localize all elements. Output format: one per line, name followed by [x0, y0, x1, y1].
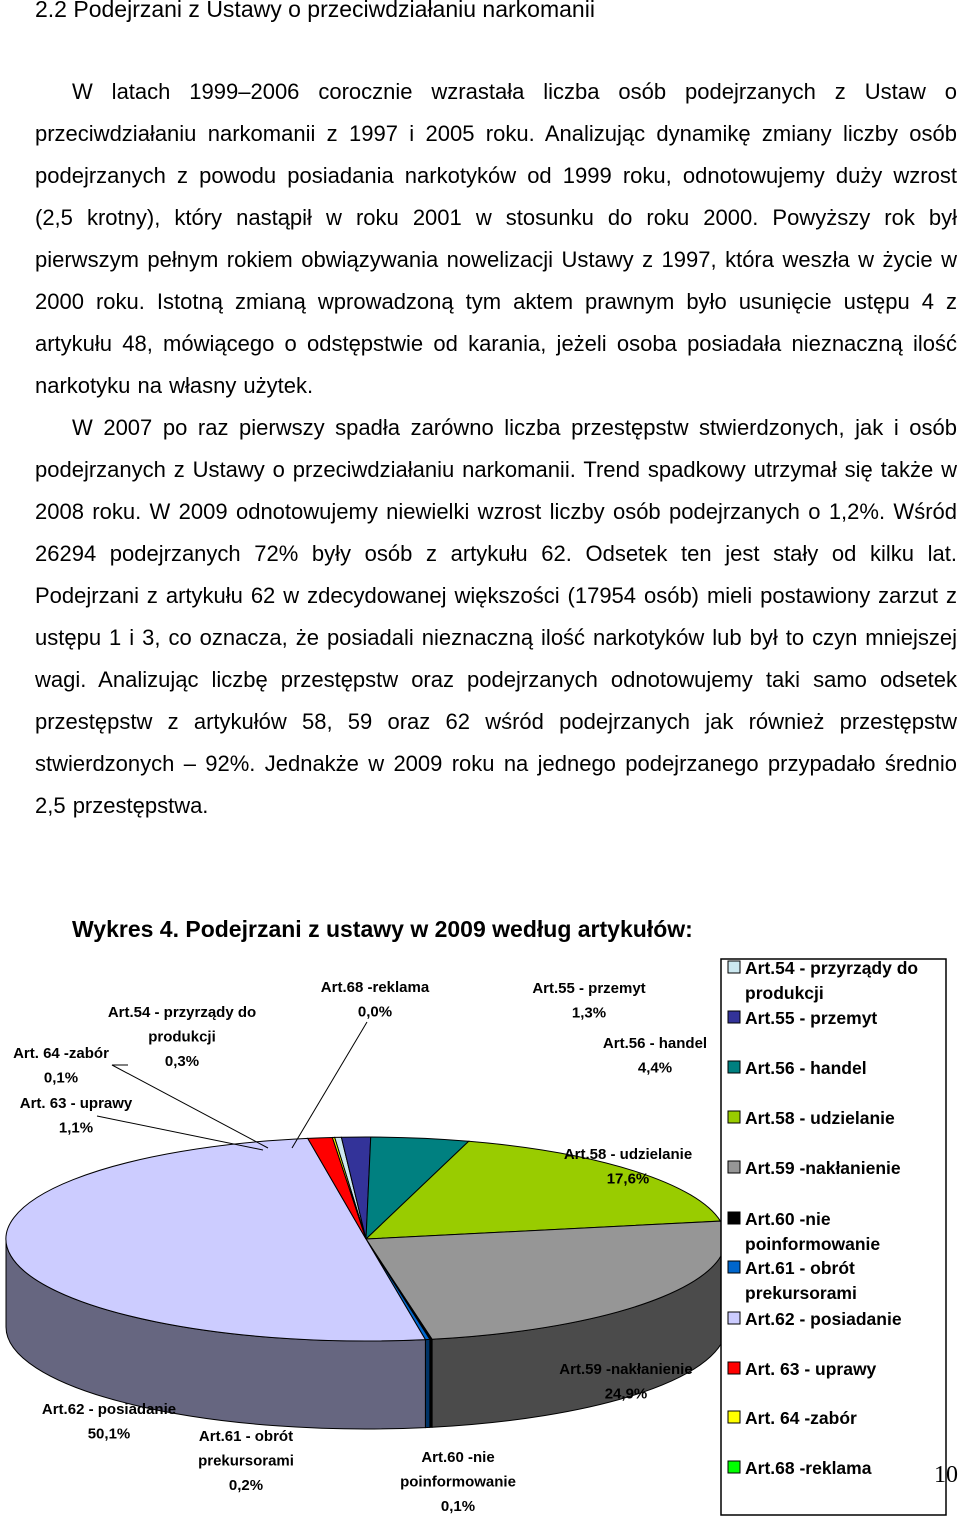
section-heading: 2.2 Podejrzani z Ustawy o przeciwdziałaniu narkomanii	[35, 0, 595, 22]
data-label-art-64-zabor: Art. 64 -zabór 0,1%	[13, 1045, 109, 1087]
paragraph-1: W latach 1999–2006 corocznie wzrastała liczba osób podejrzanych z Ustaw o przeciwdziałaniu narkomanii z 1997 i 2005 roku. Analizując dynamikę zmiany liczby osób podejrzanych z powodu posiadania narkotyków od 1999 roku, odnotowujemy duży wzrost (2,5 krotny), który nastąpił w roku 2001 w stosunku do roku 2000. Powyższy rok był pierwszym pełnym rokiem obwiązywania nowelizacji Ustawy z 1997, która weszła w życie w 2000 roku. Istotną zmianą wprowadzoną tym aktem prawnym było usunięcie ustępu 4 z artykułu 48, mówiącego o odstępstwie od karania, jeżeli osoba posiadała nieznaczną ilość narkotyku na własny użytek.	[35, 79, 957, 398]
page-number: 10	[934, 1462, 958, 1488]
legend-swatch-art-60-nie-poinformowanie	[728, 1212, 740, 1224]
legend-swatch-art-55-przemyt	[728, 1011, 740, 1023]
legend-item-art-62-posiadanie: Art.62 - posiadanie	[745, 1309, 902, 1329]
legend-swatch-art-59-naklanienie	[728, 1161, 740, 1173]
legend-item-art-68-reklama: Art.68 -reklama	[745, 1458, 872, 1478]
data-label-art-54-przyrzady-do-produkcji: Art.54 - przyrządy do produkcji 0,3%	[107, 1004, 257, 1070]
legend-item-art-64-zabor: Art. 64 -zabór	[745, 1408, 857, 1428]
data-label-art-61-obrot-prekursorami: Art.61 - obrót prekursorami 0,2%	[198, 1428, 294, 1494]
data-label-art-62-posiadanie: Art.62 - posiadanie 50,1%	[41, 1401, 177, 1443]
data-label-art-63-uprawy: Art. 63 - uprawy 1,1%	[19, 1095, 133, 1137]
data-label-art-55-przemyt: Art.55 - przemyt 1,3%	[532, 980, 646, 1022]
legend-item-art-63-uprawy: Art. 63 - uprawy	[745, 1359, 877, 1379]
paragraph-2: W 2007 po raz pierwszy spadła zarówno liczba przestępstw stwierdzonych, jak i osób podejrzanych z Ustawy o przeciwdziałaniu narkomanii. Trend spadkowy utrzymał się także w 2008 roku. W 2009 odnotowujemy niewielki wzrost liczby osób podejrzanych o 1,2%. Wśród 26294 podejrzanych 72% były osób z artykułu 62. Odsetek ten jest stały od kilku lat. Podejrzani z artykułu 62 w zdecydowanej większości (17954 osób) mieli postawiony zarzut z ustępu 1 i 3, co oznacza, że posiadali nieznaczną ilość narkotyków lub był to czyn mniejszej wagi. Analizując liczbę przestępstw oraz podejrzanych odnotowujemy taki samo odsetek przestępstw z artykułów 58, 59 oraz 62 wśród podejrzanych jak również przestępstw stwierdzonych – 92%. Jednakże w 2009 roku na jednego podejrzanego przypadało średnio 2,5 przestępstwa.	[35, 415, 957, 818]
data-label-art-60-nie-poinformowanie: Art.60 -nie poinformowanie 0,1%	[400, 1449, 516, 1515]
legend-item-art-58-udzielanie: Art.58 - udzielanie	[745, 1108, 895, 1128]
legend-swatch-art-54-przyrzady-do-produkcji	[728, 961, 740, 973]
data-label-art-59-naklanienie: Art.59 -nakłanienie 24,9%	[559, 1361, 693, 1403]
leader-line	[292, 1022, 367, 1148]
leader-line	[97, 1116, 263, 1150]
legend-swatch-art-56-handel	[728, 1061, 740, 1073]
legend-item-art-60-nie-poinformowanie: Art.60 -nie poinformowanie	[745, 1209, 881, 1254]
legend-item-art-56-handel: Art.56 - handel	[745, 1058, 867, 1078]
data-label-art-58-udzielanie: Art.58 - udzielanie 17,6%	[563, 1146, 693, 1188]
pie-side-art-61-obrot-prekursorami	[425, 1339, 429, 1427]
legend-item-art-55-przemyt: Art.55 - przemyt	[745, 1008, 878, 1028]
legend-swatch-art-58-udzielanie	[728, 1111, 740, 1123]
legend-item-art-59-naklanienie: Art.59 -nakłanienie	[745, 1158, 901, 1178]
chart-title: Wykres 4. Podejrzani z ustawy w 2009 według artykułów:	[72, 916, 693, 942]
data-label-art-56-handel: Art.56 - handel 4,4%	[602, 1035, 708, 1077]
data-label-art-68-reklama: Art.68 -reklama 0,0%	[320, 979, 430, 1021]
legend-swatch-art-62-posiadanie	[728, 1312, 740, 1324]
legend-item-art-54-przyrzady-do-produkcji: Art.54 - przyrządy do produkcji	[745, 958, 919, 1003]
legend-swatch-art-68-reklama	[728, 1461, 740, 1473]
legend-swatch-art-64-zabor	[728, 1411, 740, 1423]
legend-swatch-art-61-obrot-prekursorami	[728, 1261, 740, 1273]
legend-item-art-61-obrot-prekursorami: Art.61 - obrót prekursorami	[745, 1258, 857, 1303]
legend-swatch-art-63-uprawy	[728, 1362, 740, 1374]
